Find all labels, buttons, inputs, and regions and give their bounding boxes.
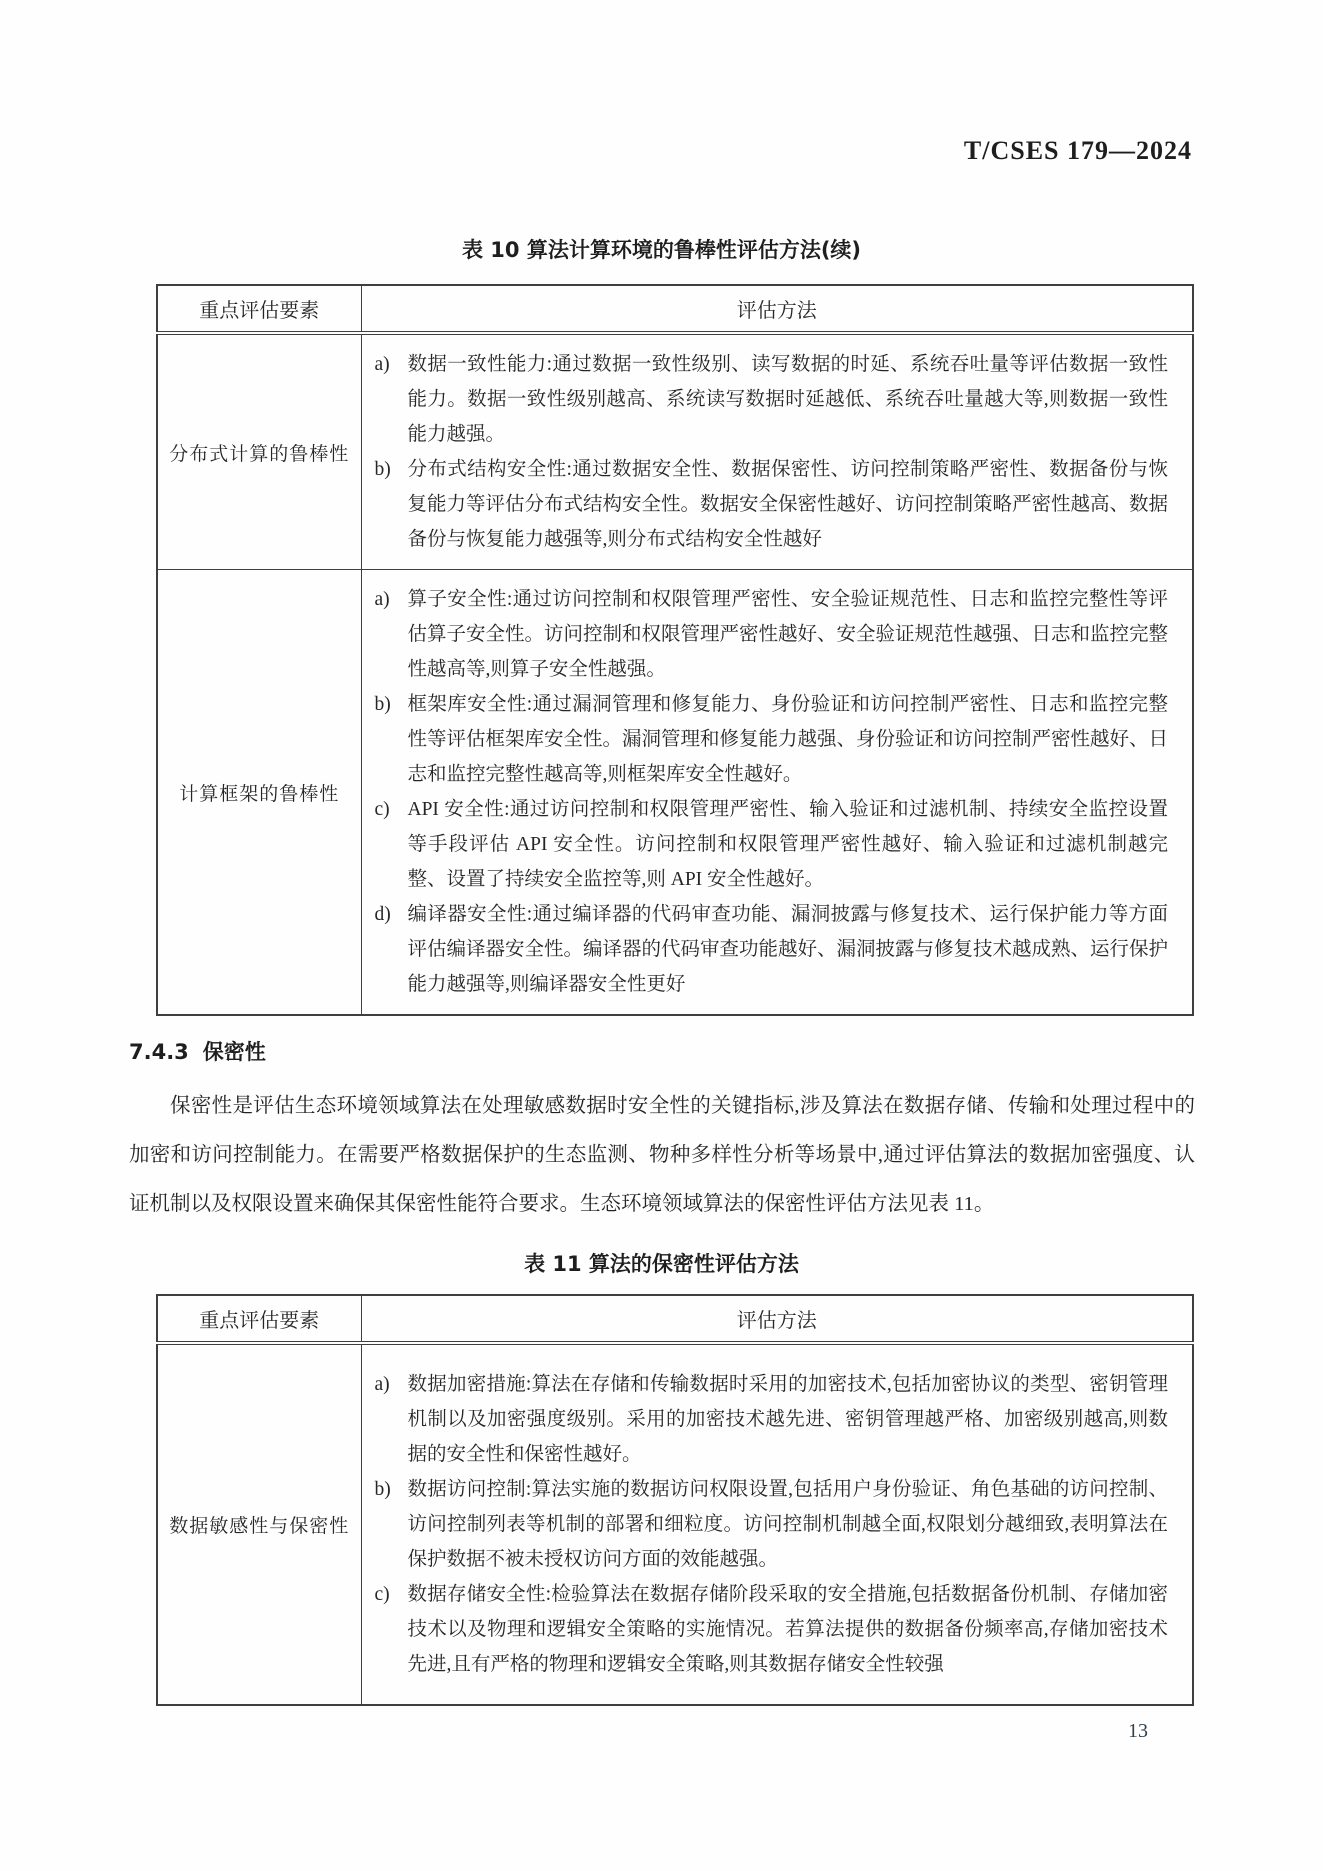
section-paragraph: 保密性是评估生态环境领域算法在处理敏感数据时安全性的关键指标,涉及算法在数据存储、传输和处理过程中的加密和访问控制能力。在需要严格数据保护的生态监测、物种多样性分析等场景中,通过评估算法的数据加密强度、认证机制以及权限设置来确保其保密性能符合要求。生态环境领域算法的保密性评估方法见表 11。 <box>129 1095 1195 1215</box>
table-10-header-row <box>157 285 1193 333</box>
factor-cell: 分布式计算的鲁棒性 <box>157 333 361 570</box>
eval-method-item <box>362 452 1169 557</box>
standard-doc-number: T/CSES 179—2024 <box>963 136 1192 165</box>
factor-cell: 数据敏感性与保密性 <box>157 1343 361 1705</box>
item-text: 算子安全性:通过访问控制和权限管理严密性、安全验证规范性、日志和监控完整性等评估算子安全性。访问控制和权限管理严密性越好、安全验证规范性越强、日志和监控完整性越高等,则算子安全性越强。 <box>407 589 1169 680</box>
methods-cell <box>361 1343 1193 1705</box>
item-marker: c) <box>374 1584 390 1605</box>
table-10-header-method: 评估方法 <box>361 285 1193 333</box>
table-11-caption: 表 11 算法的保密性评估方法 <box>524 1252 799 1276</box>
table-10-caption: 表 10 算法计算环境的鲁棒性评估方法(续) <box>461 238 862 262</box>
item-text: 数据存储安全性:检验算法在数据存储阶段采取的安全措施,包括数据备份机制、存储加密技术以及物理和逻辑安全策略的实施情况。若算法提供的数据备份频率高,存储加密技术先进,且有严格的物理和逻辑安全策略,则其数据存储安全性较强 <box>407 1584 1168 1675</box>
item-text: 数据加密措施:算法在存储和传输数据时采用的加密技术,包括加密协议的类型、密钥管理机制以及加密强度级别。采用的加密技术越先进、密钥管理越严格、加密级别越高,则数据的安全性和保密性越好。 <box>407 1374 1168 1465</box>
item-marker: b) <box>374 694 391 715</box>
item-text: 编译器安全性:通过编译器的代码审查功能、漏洞披露与修复技术、运行保护能力等方面评估编译器安全性。编译器的代码审查功能越好、漏洞披露与修复技术越成熟、运行保护能力越强等,则编译器安全性更好 <box>407 904 1169 995</box>
eval-method-item <box>362 582 1169 687</box>
factor-cell: 计算框架的鲁棒性 <box>157 570 361 1016</box>
table-10 <box>156 284 1194 1016</box>
table-row <box>157 333 1193 570</box>
methods-cell <box>361 570 1193 1016</box>
table-11-header-method: 评估方法 <box>361 1295 1193 1343</box>
item-text: 数据一致性能力:通过数据一致性级别、读写数据的时延、系统吞吐量等评估数据一致性能力。数据一致性级别越高、系统读写数据时延越低、系统吞吐量越大等,则数据一致性能力越强。 <box>407 354 1168 445</box>
table-row <box>157 1343 1193 1705</box>
section-heading <box>129 1036 266 1066</box>
item-marker: b) <box>374 459 391 480</box>
item-text: 数据访问控制:算法实施的数据访问权限设置,包括用户身份验证、角色基础的访问控制、访问控制列表等机制的部署和细粒度。访问控制机制越全面,权限划分越细致,表明算法在保护数据不被未授权访问方面的效能越强。 <box>407 1479 1168 1570</box>
eval-method-item <box>362 347 1169 452</box>
item-marker: c) <box>374 799 390 820</box>
table-11 <box>156 1294 1194 1706</box>
item-marker: a) <box>374 589 390 610</box>
item-marker: a) <box>374 354 390 375</box>
table-10-header-factor: 重点评估要素 <box>157 285 361 333</box>
table-11-header-row <box>157 1295 1193 1343</box>
item-text: 分布式结构安全性:通过数据安全性、数据保密性、访问控制策略严密性、数据备份与恢复能力等评估分布式结构安全性。数据安全保密性越好、访问控制策略严密性越高、数据备份与恢复能力越强等,则分布式结构安全性越好 <box>407 459 1169 550</box>
table-row <box>157 570 1193 1016</box>
methods-cell <box>361 333 1193 570</box>
page-number: 13 <box>1128 1720 1148 1742</box>
eval-method-item <box>362 687 1169 792</box>
eval-method-item <box>362 1472 1169 1577</box>
eval-method-item <box>362 792 1169 897</box>
eval-method-item <box>362 1577 1169 1682</box>
eval-method-item <box>362 897 1169 1002</box>
item-marker: d) <box>374 904 391 925</box>
item-text: 框架库安全性:通过漏洞管理和修复能力、身份验证和访问控制严密性、日志和监控完整性等评估框架库安全性。漏洞管理和修复能力越强、身份验证和访问控制严密性越好、日志和监控完整性越高等,则框架库安全性越好。 <box>407 694 1169 785</box>
section-number: 7.4.3 <box>129 1040 189 1064</box>
eval-method-item <box>362 1367 1169 1472</box>
section-title: 保密性 <box>202 1040 266 1064</box>
item-marker: a) <box>374 1374 390 1395</box>
item-marker: b) <box>374 1479 391 1500</box>
item-text: API 安全性:通过访问控制和权限管理严密性、输入验证和过滤机制、持续安全监控设置等手段评估 API 安全性。访问控制和权限管理严密性越好、输入验证和过滤机制越完整、设置了持续安全监控等,则 API 安全性越好。 <box>407 799 1168 890</box>
table-11-header-factor: 重点评估要素 <box>157 1295 361 1343</box>
